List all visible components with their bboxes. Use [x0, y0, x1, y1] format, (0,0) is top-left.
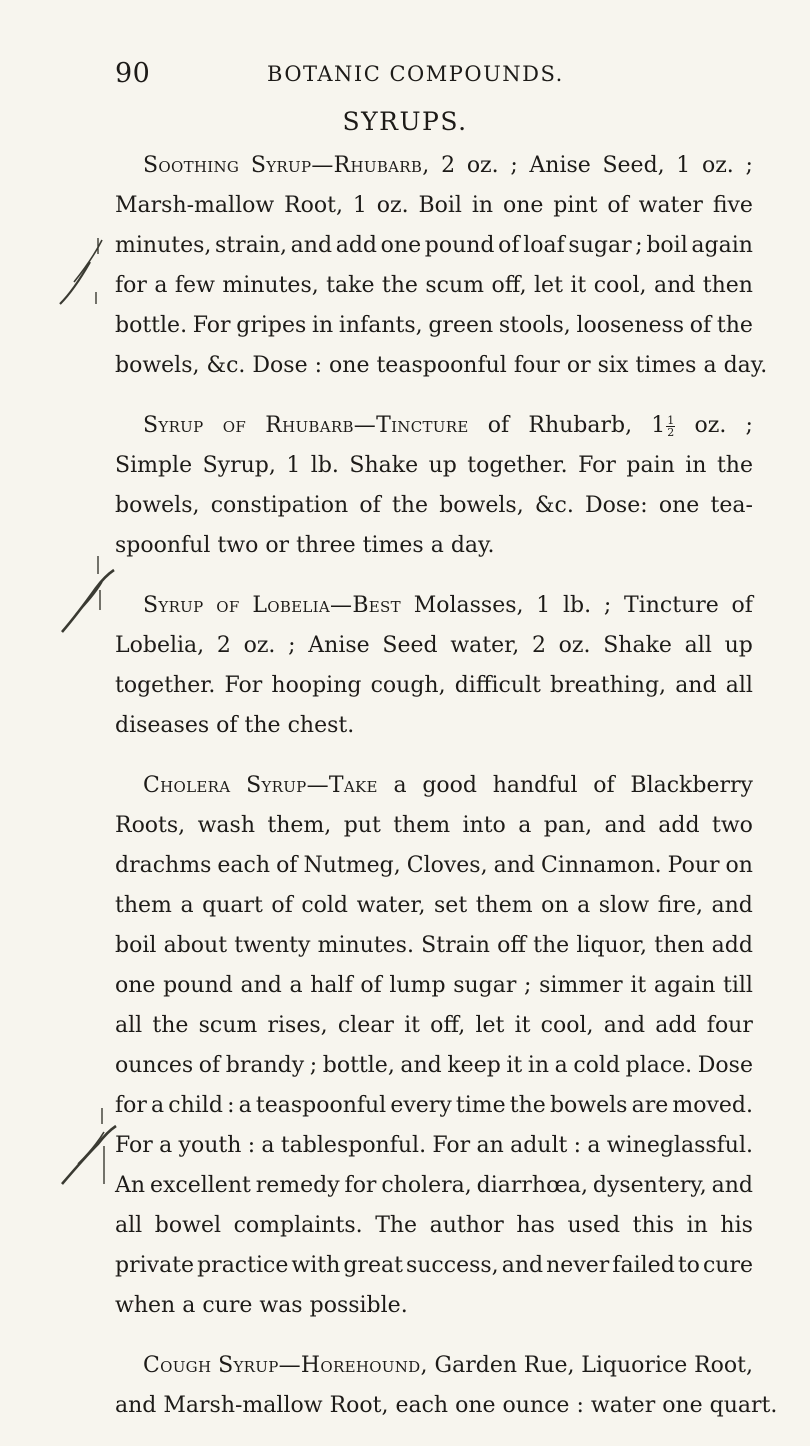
recipe-line: them a quart of cold water, set them on a slow fire, and	[115, 893, 753, 918]
handwritten-check-mark-3	[52, 1100, 122, 1190]
recipe-line: Lobelia, 2 oz. ; Anise Seed water, 2 oz. Shake all up	[115, 633, 753, 658]
recipe-heading-line: Syrup of Lobelia—Best Molasses, 1 lb. ; Tincture of	[143, 593, 753, 618]
recipe-line: boil about twenty minutes. Strain off the liquor, then add	[115, 933, 753, 958]
recipe-heading-line: Cough Syrup—Horehound, Garden Rue, Liquorice Root,	[143, 1353, 753, 1378]
recipe-line: all bowel complaints. The author has used this in his	[115, 1213, 753, 1238]
recipe-line: bowels, &c. Dose : one teaspoonful four or six times a day.	[115, 353, 768, 378]
recipe-line: all the scum rises, clear it off, let it cool, and add four	[115, 1013, 753, 1038]
recipe-line: An excellent remedy for cholera, diarrhœa, dysentery, and	[115, 1173, 753, 1198]
recipe-line: Marsh-mallow Root, 1 oz. Boil in one pint of water five	[115, 193, 753, 218]
recipe-heading-line: Soothing Syrup—Rhubarb, 2 oz. ; Anise Seed, 1 oz. ;	[143, 153, 753, 178]
recipe-line: private practice with great success, and never failed to cure	[115, 1253, 753, 1278]
fraction-one-half: $\frac{1}{2}$	[667, 413, 675, 439]
recipe-line: diseases of the chest.	[115, 713, 355, 738]
recipe-line: together. For hooping cough, difficult breathing, and all	[115, 673, 753, 698]
section-title: SYRUPS.	[342, 107, 468, 136]
recipe-entry	[115, 146, 768, 386]
recipe-entry	[115, 766, 753, 1326]
recipe-line: Simple Syrup, 1 lb. Shake up together. For pain in the	[115, 453, 753, 478]
recipe-line: bottle. For gripes in infants, green stools, looseness of the	[115, 313, 753, 338]
recipe-line: when a cure was possible.	[115, 1293, 408, 1318]
handwritten-check-mark-2	[52, 548, 122, 638]
recipe-line: for a child : a teaspoonful every time the bowels are moved.	[115, 1093, 753, 1118]
recipe-heading-line: Cholera Syrup—Take a good handful of Blackberry	[143, 773, 753, 798]
recipe-line: minutes, strain, and add one pound of loaf sugar ; boil again	[115, 233, 753, 258]
recipe-line: spoonful two or three times a day.	[115, 533, 495, 558]
recipe-line: bowels, constipation of the bowels, &c. Dose: one tea-	[115, 493, 753, 518]
recipe-line: ounces of brandy ; bottle, and keep it in a cold place. Dose	[115, 1053, 753, 1078]
recipe-entry	[115, 1346, 778, 1426]
recipe-entry	[115, 586, 753, 746]
recipe-line: Roots, wash them, put them into a pan, and add two	[115, 813, 753, 838]
recipe-line: for a few minutes, take the scum off, let it cool, and then	[115, 273, 753, 298]
handwritten-check-mark-1	[52, 232, 122, 312]
page-number: 90	[115, 58, 151, 89]
recipe-line: and Marsh-mallow Root, each one ounce : water one quart.	[115, 1393, 778, 1418]
recipe-text	[115, 146, 778, 1446]
recipe-entry	[115, 406, 753, 566]
running-title: BOTANIC COMPOUNDS.	[267, 62, 564, 86]
running-head	[115, 58, 750, 92]
recipe-line: drachms each of Nutmeg, Cloves, and Cinnamon. Pour on	[115, 853, 753, 878]
recipe-line: one pound and a half of lump sugar ; simmer it again till	[115, 973, 753, 998]
recipe-line: For a youth : a tablesponful. For an adult : a wineglassful.	[115, 1133, 753, 1158]
recipe-heading-line: Syrup of Rhubarb—Tincture of Rhubarb, 1 $\frac{1}{2}$ oz. ;	[143, 413, 753, 439]
